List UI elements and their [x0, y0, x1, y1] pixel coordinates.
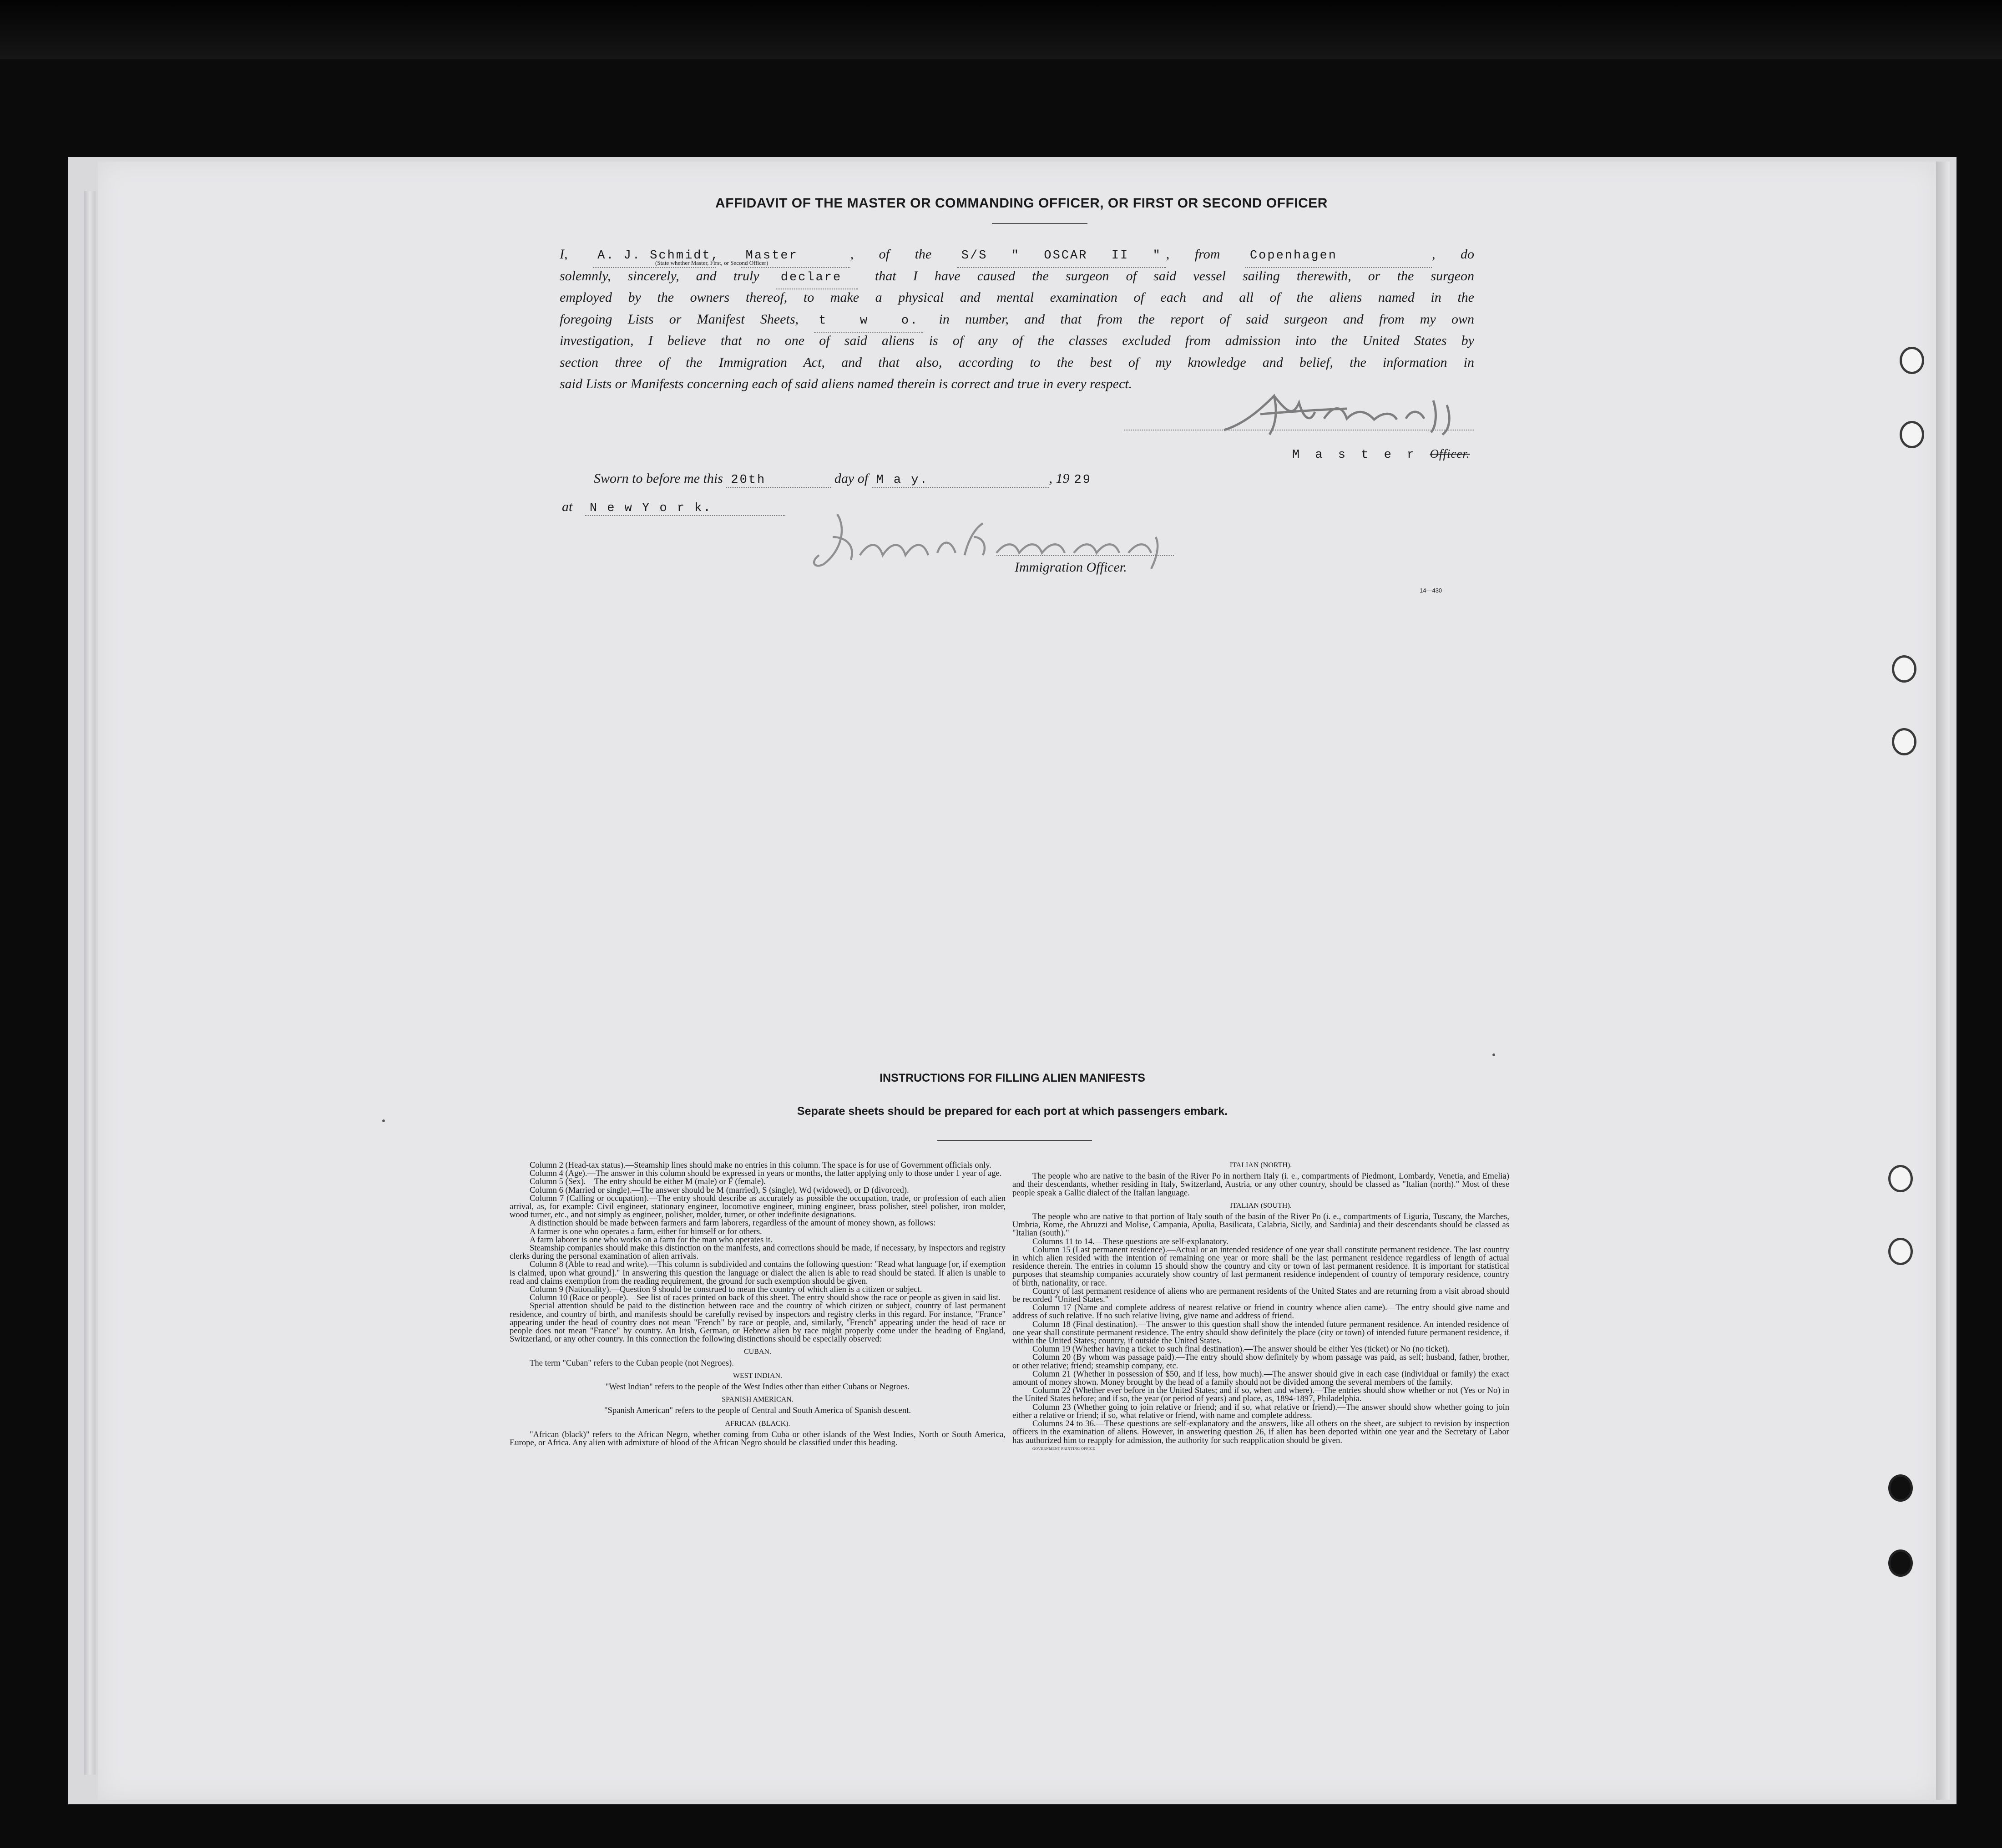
instruction-paragraph: Column 22 (Whether ever before in the United States; and if so, when and where).—The entries should show whether or not (Yes or No) in the United States before; and if so, the year (or period of years) and place, as, 1894-1897, Philadelphia. [1012, 1386, 1509, 1404]
instructions-title: INSTRUCTIONS FOR FILLING ALIEN MANIFESTS [880, 1072, 1145, 1084]
italian-north-text: The people who are native to the basin of the River Po in northern Italy (i. e., compartments of Piedmont, Lombardy, Venetia, and Emelia) and their descendants, whether residing in Italy, Switzerland, Austria, or any other country, should be classed as "Italian (north)." Most of these people speak a Gallic dialect of the Italian language. [1012, 1171, 1509, 1198]
signatory-title: M a s t e r Officer. [1292, 447, 1470, 462]
officer-signature-line [996, 554, 1174, 556]
signature-line [1124, 429, 1474, 430]
instruction-paragraph: Column 7 (Calling or occupation).—The entry should describe as accurately as possible the occupation, trade, or profession of each alien arrival, as, for example: Civil engineer, stationary engineer, locomotive engineer, mining engineer, brass polisher, steel polisher, iron molder, wood turner, etc., and not simply as engineer, polisher, molder, turner, or other indefinite designations. [510, 1193, 1006, 1220]
instruction-paragraph: Special attention should be paid to the distinction between race and the country of which citizen or subject, country of last permanent residence, and country of birth, and manifests should be carefully revised by inspectors and registry clerks in this regard. For instance, "France" appearing under the head of country does not mean "French" by race or people, and, similarly, "French" appearing under the head of race or people does not mean "France" by country. An Irish, German, or Hebrew alien by race might properly come under the heading of England, Switzerland, or any other country. In this connection the following distinctions should be especially observed: [510, 1301, 1006, 1344]
punch-hole [1900, 347, 1924, 374]
instruction-paragraph: Column 21 (Whether in possession of $50, and if less, how much).—The answer should give in each case (individual or family) the exact amount of money shown. Money brought by the head of a family should not be divided among the several members of the family. [1012, 1369, 1509, 1387]
port-field: Copenhagen [1245, 245, 1432, 268]
instruction-paragraph: Column 19 (Whether having a ticket to such final destination).—The answer should be either Yes (ticket) or No (no ticket). [1032, 1344, 1450, 1354]
sworn-year-field: 29 [1074, 473, 1092, 487]
sworn-place-line: at N e w Y o r k. [562, 499, 785, 516]
rank-note: (State whether Master, First, or Second Officer) [655, 259, 768, 266]
affidavit-line-4: foregoing Lists or Manifest Sheets, t w o. in number, and that from the report of said surgeon and from my own [560, 309, 1474, 330]
paper-speck [382, 1119, 385, 1122]
instruction-paragraph: A distinction should be made between farmers and farm laborers, regardless of the amount of money shown, as follows: [530, 1218, 936, 1228]
african-heading: AFRICAN (BLACK). [725, 1419, 790, 1428]
instruction-paragraph: Country of last permanent residence of aliens who are permanent residents of the United States and are returning from a visit abroad should be recorded "United States." [1012, 1286, 1509, 1305]
instruction-paragraph: Column 8 (Able to read and write).—This column is subdivided and contains the following question: "Read what language [or, if exemption is claimed, upon what ground]." In answering this question the language or dialect the alien is able to read should be stated. If alien is unable to read and claims exemption from the reading requirement, the ground for such exemption should be given. [510, 1260, 1006, 1286]
sworn-month-field: M a y. [872, 473, 1049, 488]
rank-field: Master [741, 245, 850, 268]
instruction-paragraph: Column 20 (By whom was passage paid).—The entry should show definitely by whom passage was paid, as self; husband, father, brother, or other relative; friend; steamship company, etc. [1012, 1352, 1509, 1371]
spanish-american-heading: SPANISH AMERICAN. [722, 1396, 794, 1404]
paper-speck [1492, 1053, 1495, 1056]
punch-hole [1888, 1165, 1913, 1192]
officer-signature [769, 510, 1215, 578]
instruction-paragraph: Column 15 (Last permanent residence).—Actual or an intended residence of one year shall constitute permanent residence. The last country in which alien resided with the intention of remaining one year or more shall be the last permanent residence regardless of length of actual residence therein. The entries in column 15 should show the country and city or town of last permanent residence. It is important for statistical purposes that steamship companies accurately show country of last permanent residence independent of country of temporary residence, country of birth, nationality, or race. [1012, 1245, 1509, 1288]
affidavit-line-5: investigation, I believe that no one of said aliens is of any of the classes excluded from admission into the United States by [560, 333, 1474, 348]
page-left-edge [84, 191, 96, 1775]
affidavit-line-6: section three of the Immigration Act, and that also, according to the best of my knowledge and belief, the information in [560, 354, 1474, 370]
master-name-field: A. J. Schmidt, [593, 245, 716, 268]
instruction-paragraph: Column 6 (Married or single).—The answer should be M (married), S (single), Wd (widowed), or D (divorced). [530, 1185, 909, 1195]
affidavit-line-1: I, A. J. Schmidt, Master , of the S/S " OSCAR II " , from Copenhagen , do [560, 243, 1474, 265]
sheet-count-field: t w o. [814, 310, 923, 333]
title-rule [992, 223, 1087, 224]
instruction-paragraph: Column 10 (Race or people).—See list of races printed on back of this sheet. The entry should show the race or people as given in said list. [530, 1293, 1001, 1303]
italian-south-heading: ITALIAN (SOUTH). [1230, 1201, 1292, 1210]
spanish-american-text: "Spanish American" refers to the people of Central and South America of Spanish descent. [604, 1406, 911, 1416]
cuban-heading: CUBAN. [743, 1348, 771, 1356]
form-number: 14—430 [1420, 587, 1442, 594]
sworn-line: Sworn to before me this 20th day of M a y. , 19 29 [594, 471, 1111, 488]
declare-field: declare [776, 267, 858, 290]
instruction-paragraph: Steamship companies should make this distinction on the manifests, and corrections should be made, if necessary, by inspectors and registry clerks during the personal examination of alien arrivals. [510, 1243, 1006, 1261]
instructions-left-column [510, 1161, 1006, 1447]
instruction-paragraph: Column 5 (Sex).—The entry should be either M (male) or F (female). [530, 1177, 766, 1187]
punch-hole [1888, 1549, 1913, 1577]
master-signature [1206, 387, 1488, 441]
instruction-paragraph: Column 2 (Head-tax status).—Steamship lines should make no entries in this column. The space is for use of Government officials only. [530, 1160, 991, 1170]
instruction-paragraph: Column 18 (Final destination).—The answer to this question shall show the intended future permanent residence. An intended residence of one year shall constitute permanent residence. The entry should show definitely the place (city or town) of intended future permanent residence, if within the United States; country, if outside the United States. [1012, 1319, 1509, 1346]
instruction-paragraph: A farm laborer is one who works on a farm for the man who operates it. [530, 1235, 773, 1245]
officer-title: Immigration Officer. [1015, 560, 1127, 575]
italian-south-text: The people who are native to that portion of Italy south of the basin of the River Po (i. e., compartments of Liguria, Tuscany, the Marches, Umbria, Rome, the Abruzzi and Molise, Campania, Apulia, Basilicata, Calabria, Sicily, and Sardinia) and their descendants should be classed as "Italian (south)." [1012, 1212, 1509, 1238]
west-indian-heading: WEST INDIAN. [733, 1372, 783, 1380]
punch-hole [1892, 655, 1916, 683]
document-page [98, 162, 1938, 1800]
affidavit-line-3: employed by the owners thereof, to make a physical and mental examination of each and all of the aliens named in the [560, 290, 1474, 305]
instruction-paragraph: Column 17 (Name and complete address of nearest relative or friend in country whence alien came).—The entry should give name and address of such relative. If no such relative living, give name and address of friend. [1012, 1303, 1509, 1321]
sworn-place-field: N e w Y o r k. [585, 501, 785, 516]
punch-hole [1900, 421, 1924, 448]
page-right-edge [1936, 162, 1950, 1800]
cuban-text: The term "Cuban" refers to the Cuban people (not Negroes). [530, 1358, 734, 1368]
affidavit-line-2: solemnly, sincerely, and truly declare that I have caused the surgeon of said vessel sailing therewith, or the surgeon [560, 265, 1474, 287]
instruction-paragraph: Columns 11 to 14.—These questions are self-explanatory. [1032, 1236, 1228, 1246]
instruction-paragraph: Columns 24 to 36.—These questions are self-explanatory and the answers, like all others on the sheet, are subject to revision by inspection officers in the examination of aliens. However, in answering question 26, if alien has been deported within one year and the Secretary of Labor has authorized him to reapply for admission, the authority for such reapplication should be given. [1012, 1419, 1509, 1445]
african-text: "African (black)" refers to the African Negro, whether coming from Cuba or other islands of the West Indies, North or South America, Europe, or Africa. Any alien with admixture of blood of the African Negro should be classified under this heading. [510, 1429, 1006, 1448]
punch-hole [1892, 728, 1916, 755]
instructions-right-column [1012, 1161, 1509, 1453]
instruction-paragraph: Column 4 (Age).—The answer in this column should be expressed in years or months, the latter applying only to those under 1 year of age. [530, 1169, 1002, 1179]
instruction-paragraph: Column 23 (Whether going to join relative or friend; and if so, what relative or friend).—The answer should show whether going to join either a relative or friend; if so, what relative or friend, with name and complete address. [1012, 1402, 1509, 1420]
west-indian-text: "West Indian" refers to the people of the West Indies other than either Cubans or Negroes. [605, 1382, 910, 1392]
scan-background [0, 0, 2002, 59]
instructions-rule [937, 1140, 1092, 1141]
punch-hole [1888, 1238, 1913, 1265]
affidavit-title: AFFIDAVIT OF THE MASTER OR COMMANDING OFFICER, OR FIRST OR SECOND OFFICER [715, 196, 1328, 211]
instruction-paragraph: A farmer is one who operates a farm, either for himself or for others. [530, 1226, 762, 1236]
instruction-paragraph: Column 9 (Nationality).—Question 9 should be construed to mean the country of which alien is a citizen or subject. [530, 1285, 922, 1295]
instructions-subtitle: Separate sheets should be prepared for each port at which passengers embark. [797, 1105, 1228, 1118]
affidavit-line-7: said Lists or Manifests concerning each of said aliens named therein is correct and true in every respect. [560, 376, 1132, 391]
italian-north-heading: ITALIAN (NORTH). [1229, 1161, 1292, 1169]
sworn-day-field: 20th [726, 473, 831, 488]
ship-field: S/S " OSCAR II " [957, 245, 1166, 268]
printer-imprint: GOVERNMENT PRINTING OFFICE [1032, 1446, 1095, 1451]
punch-hole [1888, 1474, 1913, 1502]
